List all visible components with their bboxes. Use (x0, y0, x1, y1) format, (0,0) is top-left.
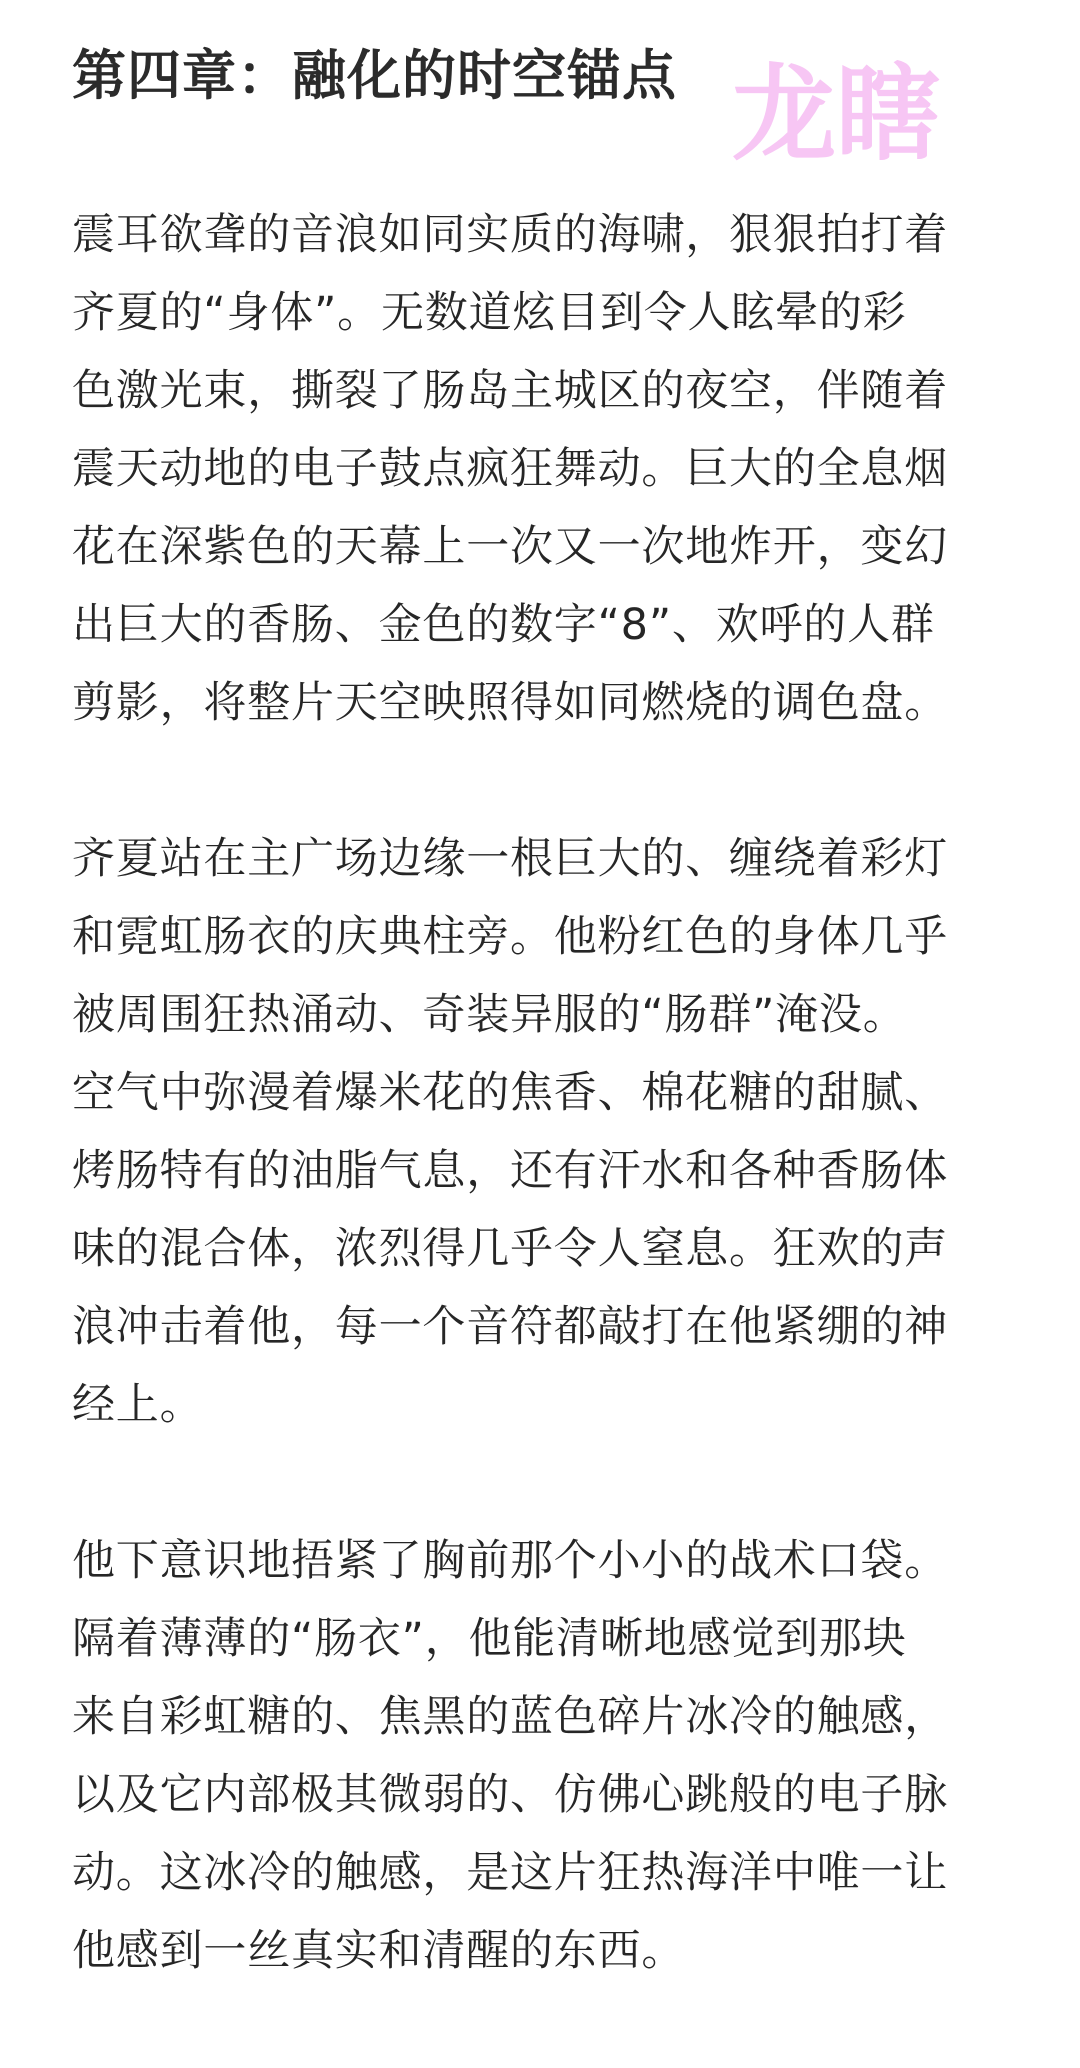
text-line: 震天动地的电子鼓点疯狂舞动。巨大的全息烟 (72, 444, 948, 494)
text-line: 空气中弥漫着爆米花的焦香、棉花糖的甜腻、 (72, 1068, 948, 1118)
text-line: 味的混合体，浓烈得几乎令人窒息。狂欢的声 (72, 1224, 948, 1274)
text-line: 他下意识地捂紧了胸前那个小小的战术口袋。 (72, 1536, 948, 1586)
text-line: 齐夏站在主广场边缘一根巨大的、缠绕着彩灯 (72, 834, 948, 884)
text-line: 花在深紫色的天幕上一次又一次地炸开，变幻 (72, 522, 948, 572)
text-line: 烤肠特有的油脂气息，还有汗水和各种香肠体 (72, 1146, 948, 1196)
text-line: 浪冲击着他，每一个音符都敲打在他紧绷的神 (72, 1302, 948, 1352)
text-line: 经上。 (72, 1380, 204, 1430)
text-line: 出巨大的香肠、金色的数字“8”、欢呼的人群 (72, 600, 935, 650)
text-line: 以及它内部极其微弱的、仿佛心跳般的电子脉 (72, 1770, 948, 1820)
paragraph-2 (72, 820, 1012, 1444)
text-line: 动。这冰冷的触感，是这片狂热海洋中唯一让 (72, 1848, 948, 1898)
watermark: 龙瞎 (732, 53, 941, 175)
text-line: 和霓虹肠衣的庆典柱旁。他粉红色的身体几乎 (72, 912, 948, 962)
text-line: 来自彩虹糖的、焦黑的蓝色碎片冰冷的触感， (72, 1692, 948, 1742)
paragraph-1 (72, 196, 1012, 742)
text-line: 剪影，将整片天空映照得如同燃烧的调色盘。 (72, 678, 948, 728)
text-line: 齐夏的“身体”。无数道炫目到令人眩晕的彩 (72, 288, 907, 338)
text-line: 他感到一丝真实和清醒的东西。 (72, 1926, 686, 1976)
article-body (72, 196, 1012, 2068)
text-line: 隔着薄薄的“肠衣”，他能清晰地感觉到那块 (72, 1614, 907, 1664)
chapter-header (72, 28, 1008, 178)
text-line: 色激光束，撕裂了肠岛主城区的夜空，伴随着 (72, 366, 948, 416)
paragraph-3 (72, 1522, 1012, 1990)
chapter-title: 第四章：融化的时空锚点 (72, 44, 677, 107)
text-line: 被周围狂热涌动、奇装异服的“肠群”淹没。 (72, 990, 907, 1040)
text-line: 震耳欲聋的音浪如同实质的海啸，狠狠拍打着 (72, 210, 948, 260)
